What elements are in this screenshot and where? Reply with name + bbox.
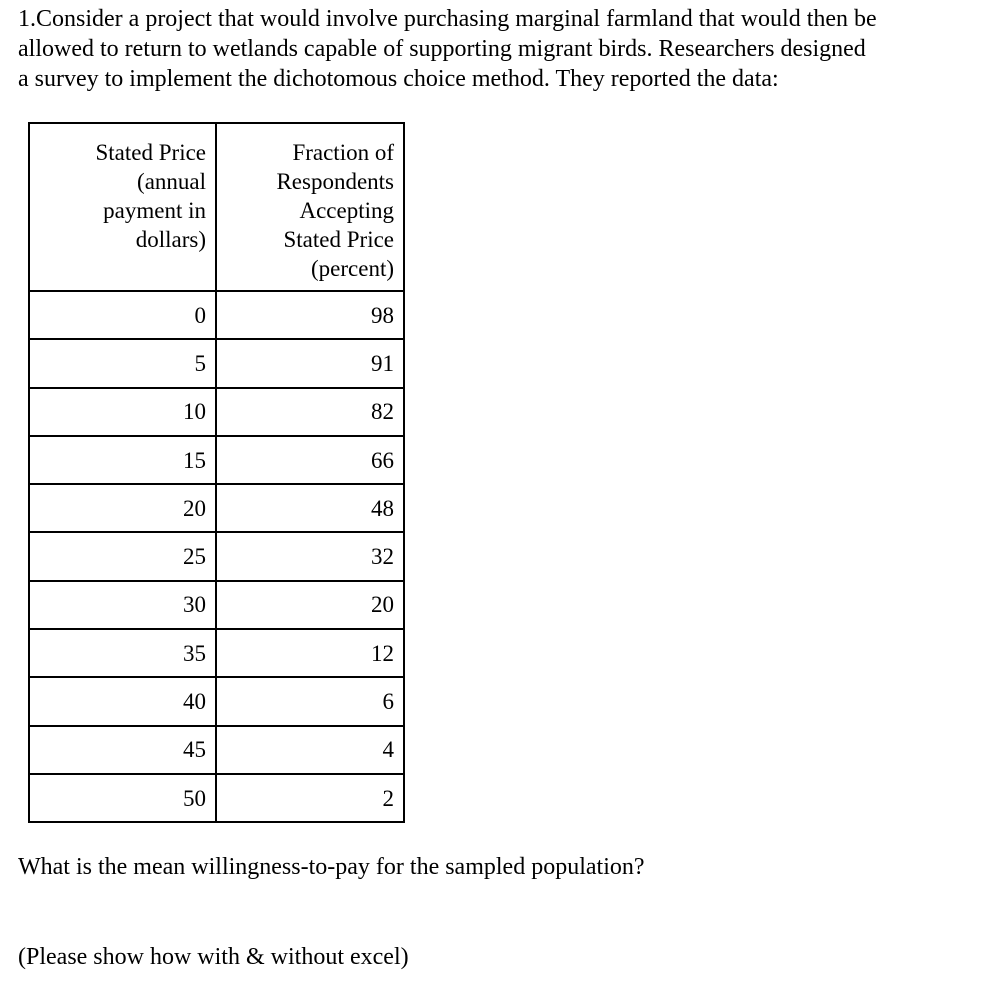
header-line: Accepting <box>299 198 394 223</box>
fraction-cell: 20 <box>216 581 404 629</box>
instruction-note: (Please show how with & without excel) <box>18 944 409 970</box>
table-row <box>29 484 404 532</box>
table-row <box>29 677 404 725</box>
survey-data-table <box>28 122 405 823</box>
header-line: Fraction of <box>292 140 394 165</box>
fraction-cell: 32 <box>216 532 404 580</box>
price-cell: 45 <box>29 726 216 774</box>
problem-statement-line: 1.Consider a project that would involve purchasing marginal farmland that would then be <box>18 6 877 32</box>
price-cell: 35 <box>29 629 216 677</box>
table-row <box>29 774 404 822</box>
price-cell: 50 <box>29 774 216 822</box>
problem-statement-line: a survey to implement the dichotomous choice method. They reported the data: <box>18 66 779 92</box>
table-row <box>29 436 404 484</box>
table-row <box>29 291 404 339</box>
header-line: Respondents <box>276 169 394 194</box>
header-line: (annual <box>137 169 206 194</box>
price-cell: 30 <box>29 581 216 629</box>
header-line: Stated Price <box>283 227 394 252</box>
fraction-cell: 2 <box>216 774 404 822</box>
fraction-cell: 48 <box>216 484 404 532</box>
header-line: (percent) <box>311 256 394 281</box>
table-row <box>29 388 404 436</box>
price-cell: 15 <box>29 436 216 484</box>
header-fraction-accepting <box>216 123 404 291</box>
problem-statement-line: allowed to return to wetlands capable of supporting migrant birds. Researchers designed <box>18 36 866 62</box>
price-cell: 20 <box>29 484 216 532</box>
price-cell: 5 <box>29 339 216 387</box>
fraction-cell: 4 <box>216 726 404 774</box>
price-cell: 0 <box>29 291 216 339</box>
price-cell: 40 <box>29 677 216 725</box>
header-line: Stated Price <box>95 140 206 165</box>
price-cell: 25 <box>29 532 216 580</box>
price-cell: 10 <box>29 388 216 436</box>
header-stated-price <box>29 123 216 291</box>
table-header-row <box>29 123 404 291</box>
fraction-cell: 82 <box>216 388 404 436</box>
fraction-cell: 98 <box>216 291 404 339</box>
table-row <box>29 726 404 774</box>
header-line: payment in <box>103 198 206 223</box>
table-row <box>29 339 404 387</box>
table-row <box>29 581 404 629</box>
question-text: What is the mean willingness-to-pay for the sampled population? <box>18 854 645 880</box>
fraction-cell: 91 <box>216 339 404 387</box>
fraction-cell: 66 <box>216 436 404 484</box>
table-row <box>29 629 404 677</box>
fraction-cell: 12 <box>216 629 404 677</box>
fraction-cell: 6 <box>216 677 404 725</box>
table-row <box>29 532 404 580</box>
header-line: dollars) <box>135 227 206 252</box>
problem-statement <box>18 4 990 94</box>
